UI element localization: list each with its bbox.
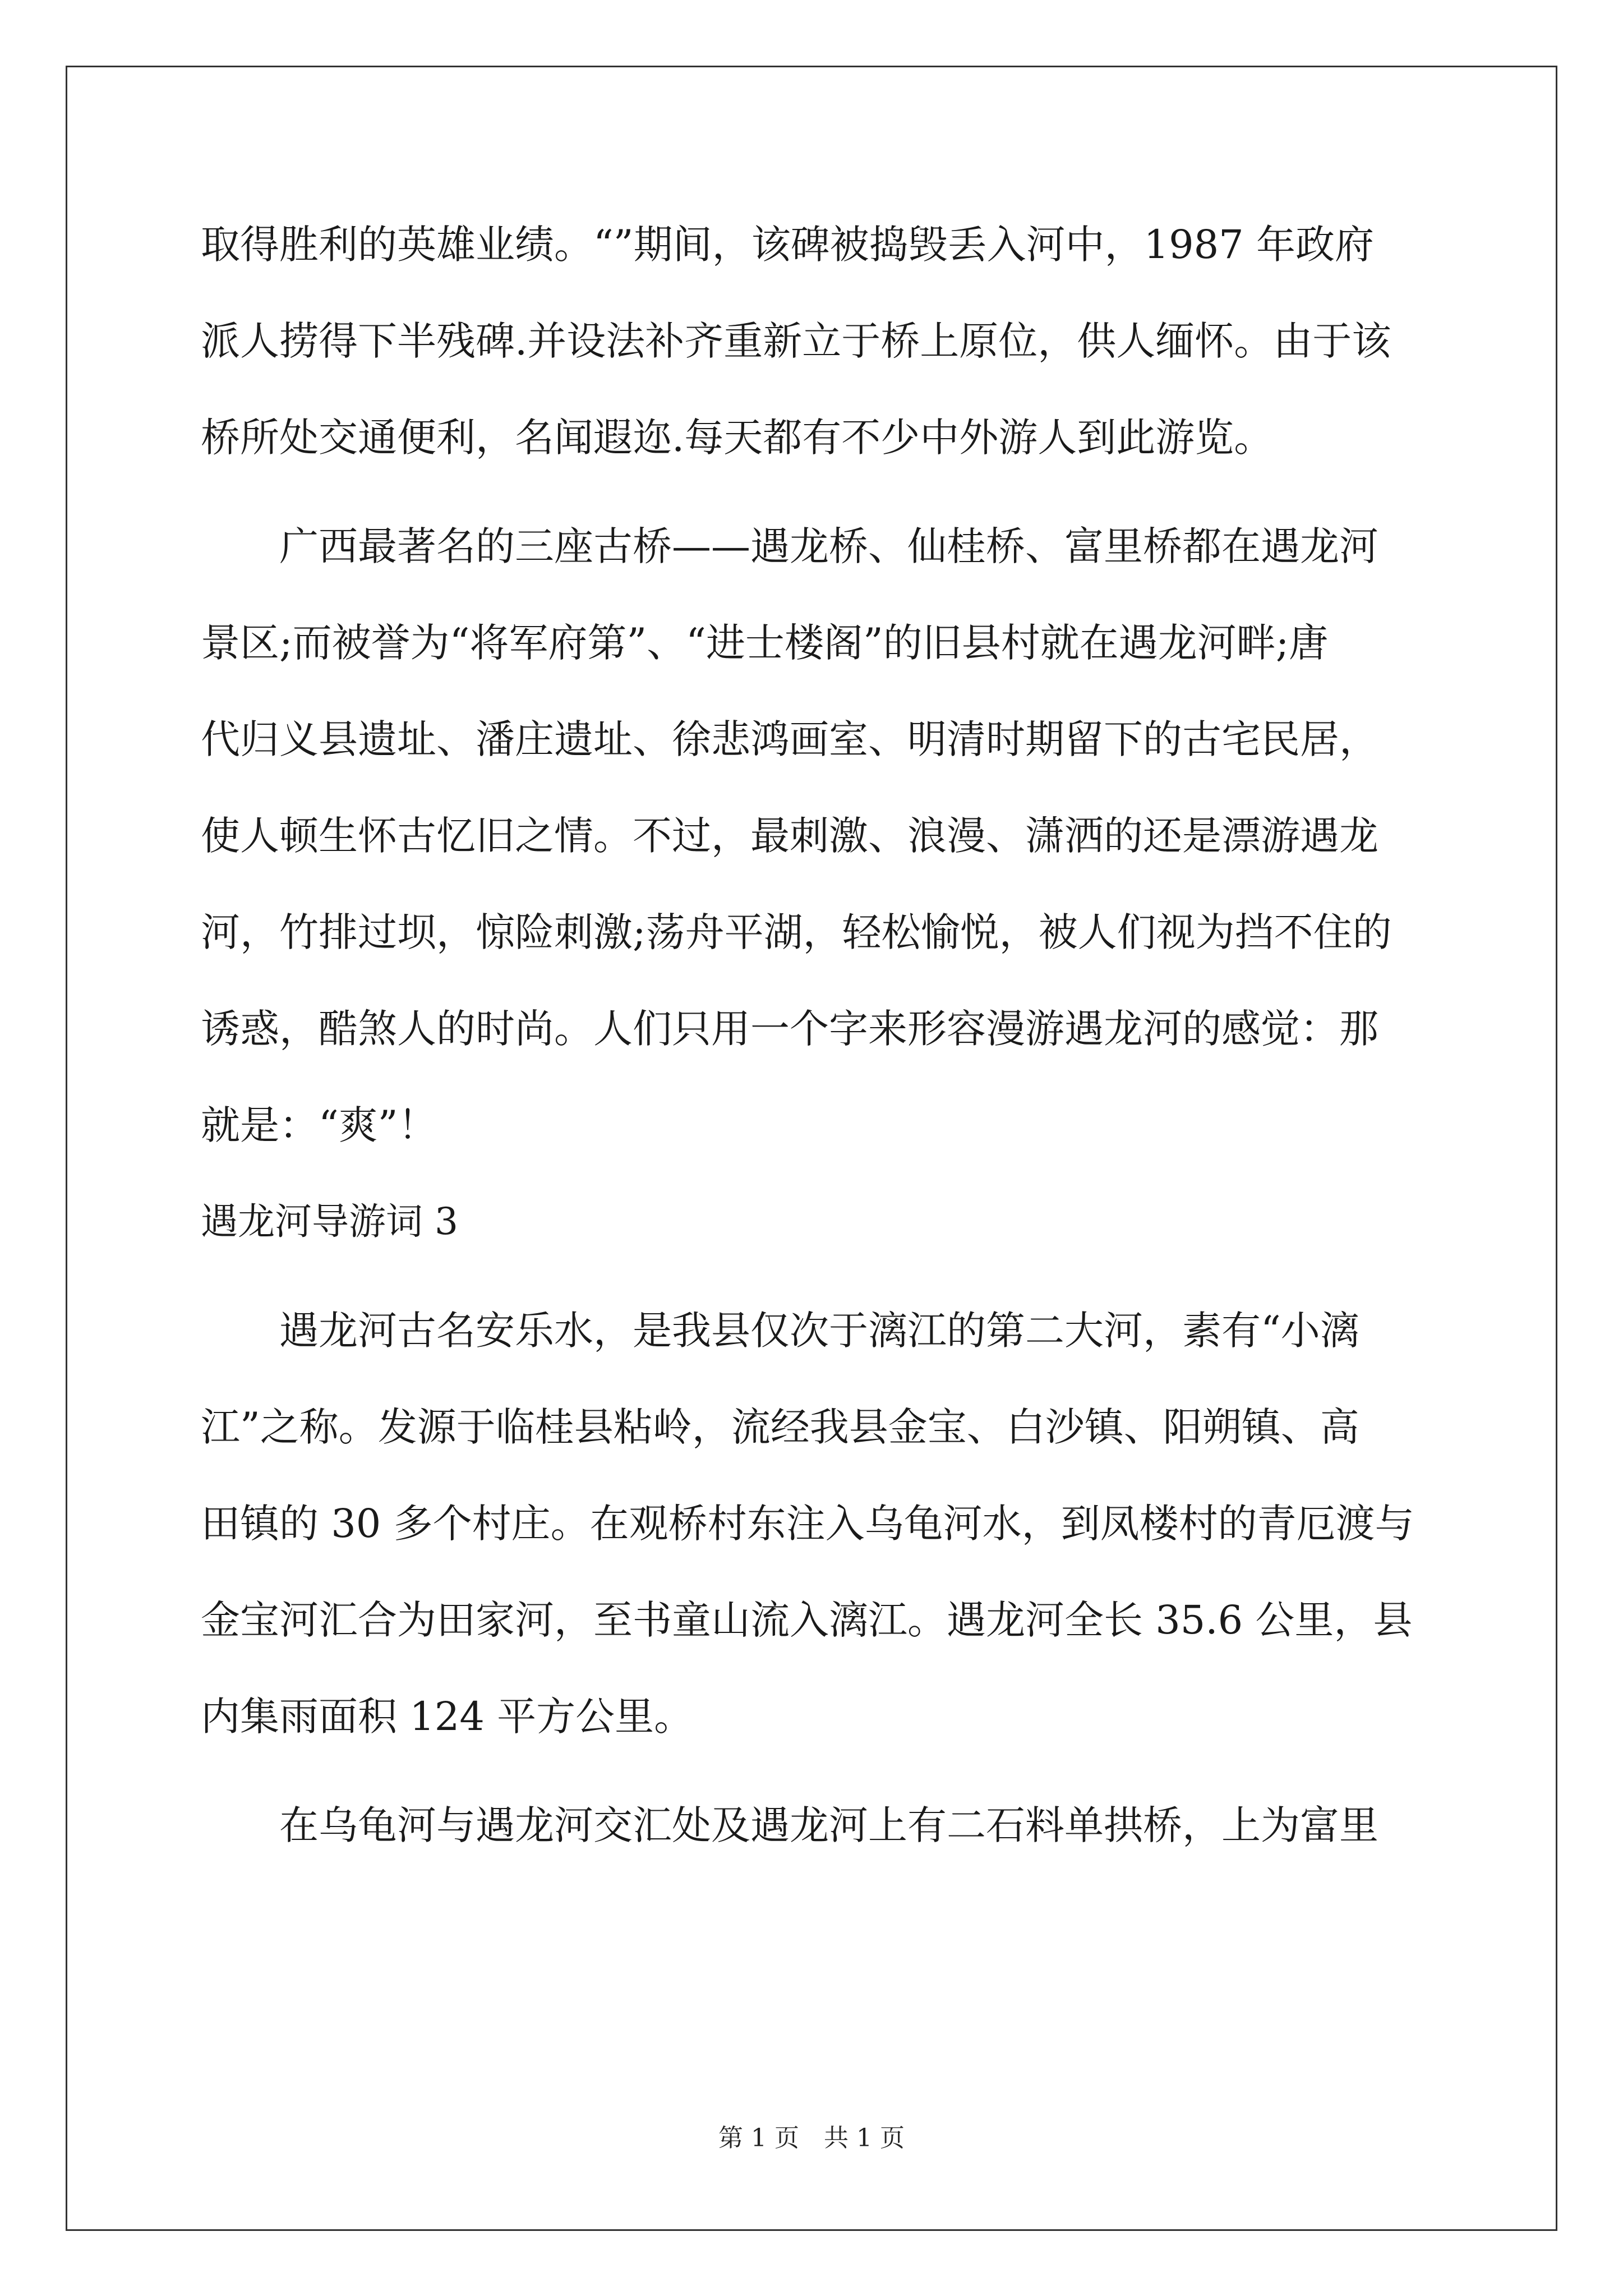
text-line: 就是：“爽”！ [201, 1102, 437, 1148]
document-body [201, 196, 1429, 1874]
text-line: 诱惑，酷煞人的时尚。人们只用一个字来形容漫游遇龙河的感觉：那 [201, 1006, 1378, 1052]
text-line: 派人捞得下半残碑.并设法补齐重新立于桥上原位，供人缅怀。由于该 [201, 318, 1391, 364]
text-line: 在乌龟河与遇龙河交汇处及遇龙河上有二石料单拱桥，上为富里 [279, 1802, 1378, 1848]
text-line: 桥所处交通便利，名闻遐迩.每天都有不少中外游人到此游览。 [201, 415, 1274, 461]
text-line: 代归义县遗址、潘庄遗址、徐悲鸿画室、明清时期留下的古宅民居， [201, 716, 1378, 762]
text-line: 田镇的 30 多个村庄。在观桥村东注入乌龟河水，到凤楼村的青厄渡与 [201, 1501, 1414, 1547]
text-line: 使人顿生怀古忆旧之情。不过，最刺激、浪漫、潇洒的还是漂游遇龙 [201, 813, 1378, 859]
text-line: 广西最著名的三座古桥——遇龙桥、仙桂桥、富里桥都在遇龙河 [279, 523, 1378, 569]
paragraph-continuation [201, 196, 1429, 486]
page-footer: 第 1 页 共 1 页 [718, 2124, 905, 2152]
section-heading: 遇龙河导游词 3 [201, 1200, 458, 1243]
text-line: 取得胜利的英雄业绩。“”期间，该碑被捣毁丢入河中，1987 年政府 [201, 222, 1374, 268]
paragraph-ancient-bridges [201, 498, 1429, 1174]
text-line: 河，竹排过坝，惊险刺激;荡舟平湖，轻松愉悦，被人们视为挡不住的 [201, 909, 1392, 955]
text-line: 江”之称。发源于临桂县粘岭，流经我县金宝、白沙镇、阳朔镇、高 [201, 1404, 1359, 1450]
paragraph-stone-bridges [201, 1777, 1429, 1874]
text-line: 景区;而被誉为“将军府第”、“进士楼阁”的旧县村就在遇龙河畔;唐 [201, 620, 1329, 666]
text-line: 内集雨面积 124 平方公里。 [201, 1694, 694, 1740]
text-line: 遇龙河古名安乐水，是我县仅次于漓江的第二大河，素有“小漓 [279, 1308, 1359, 1354]
text-line: 金宝河汇合为田家河，至书童山流入漓江。遇龙河全长 35.6 公里，县 [201, 1597, 1413, 1643]
paragraph-river-intro [201, 1282, 1429, 1765]
